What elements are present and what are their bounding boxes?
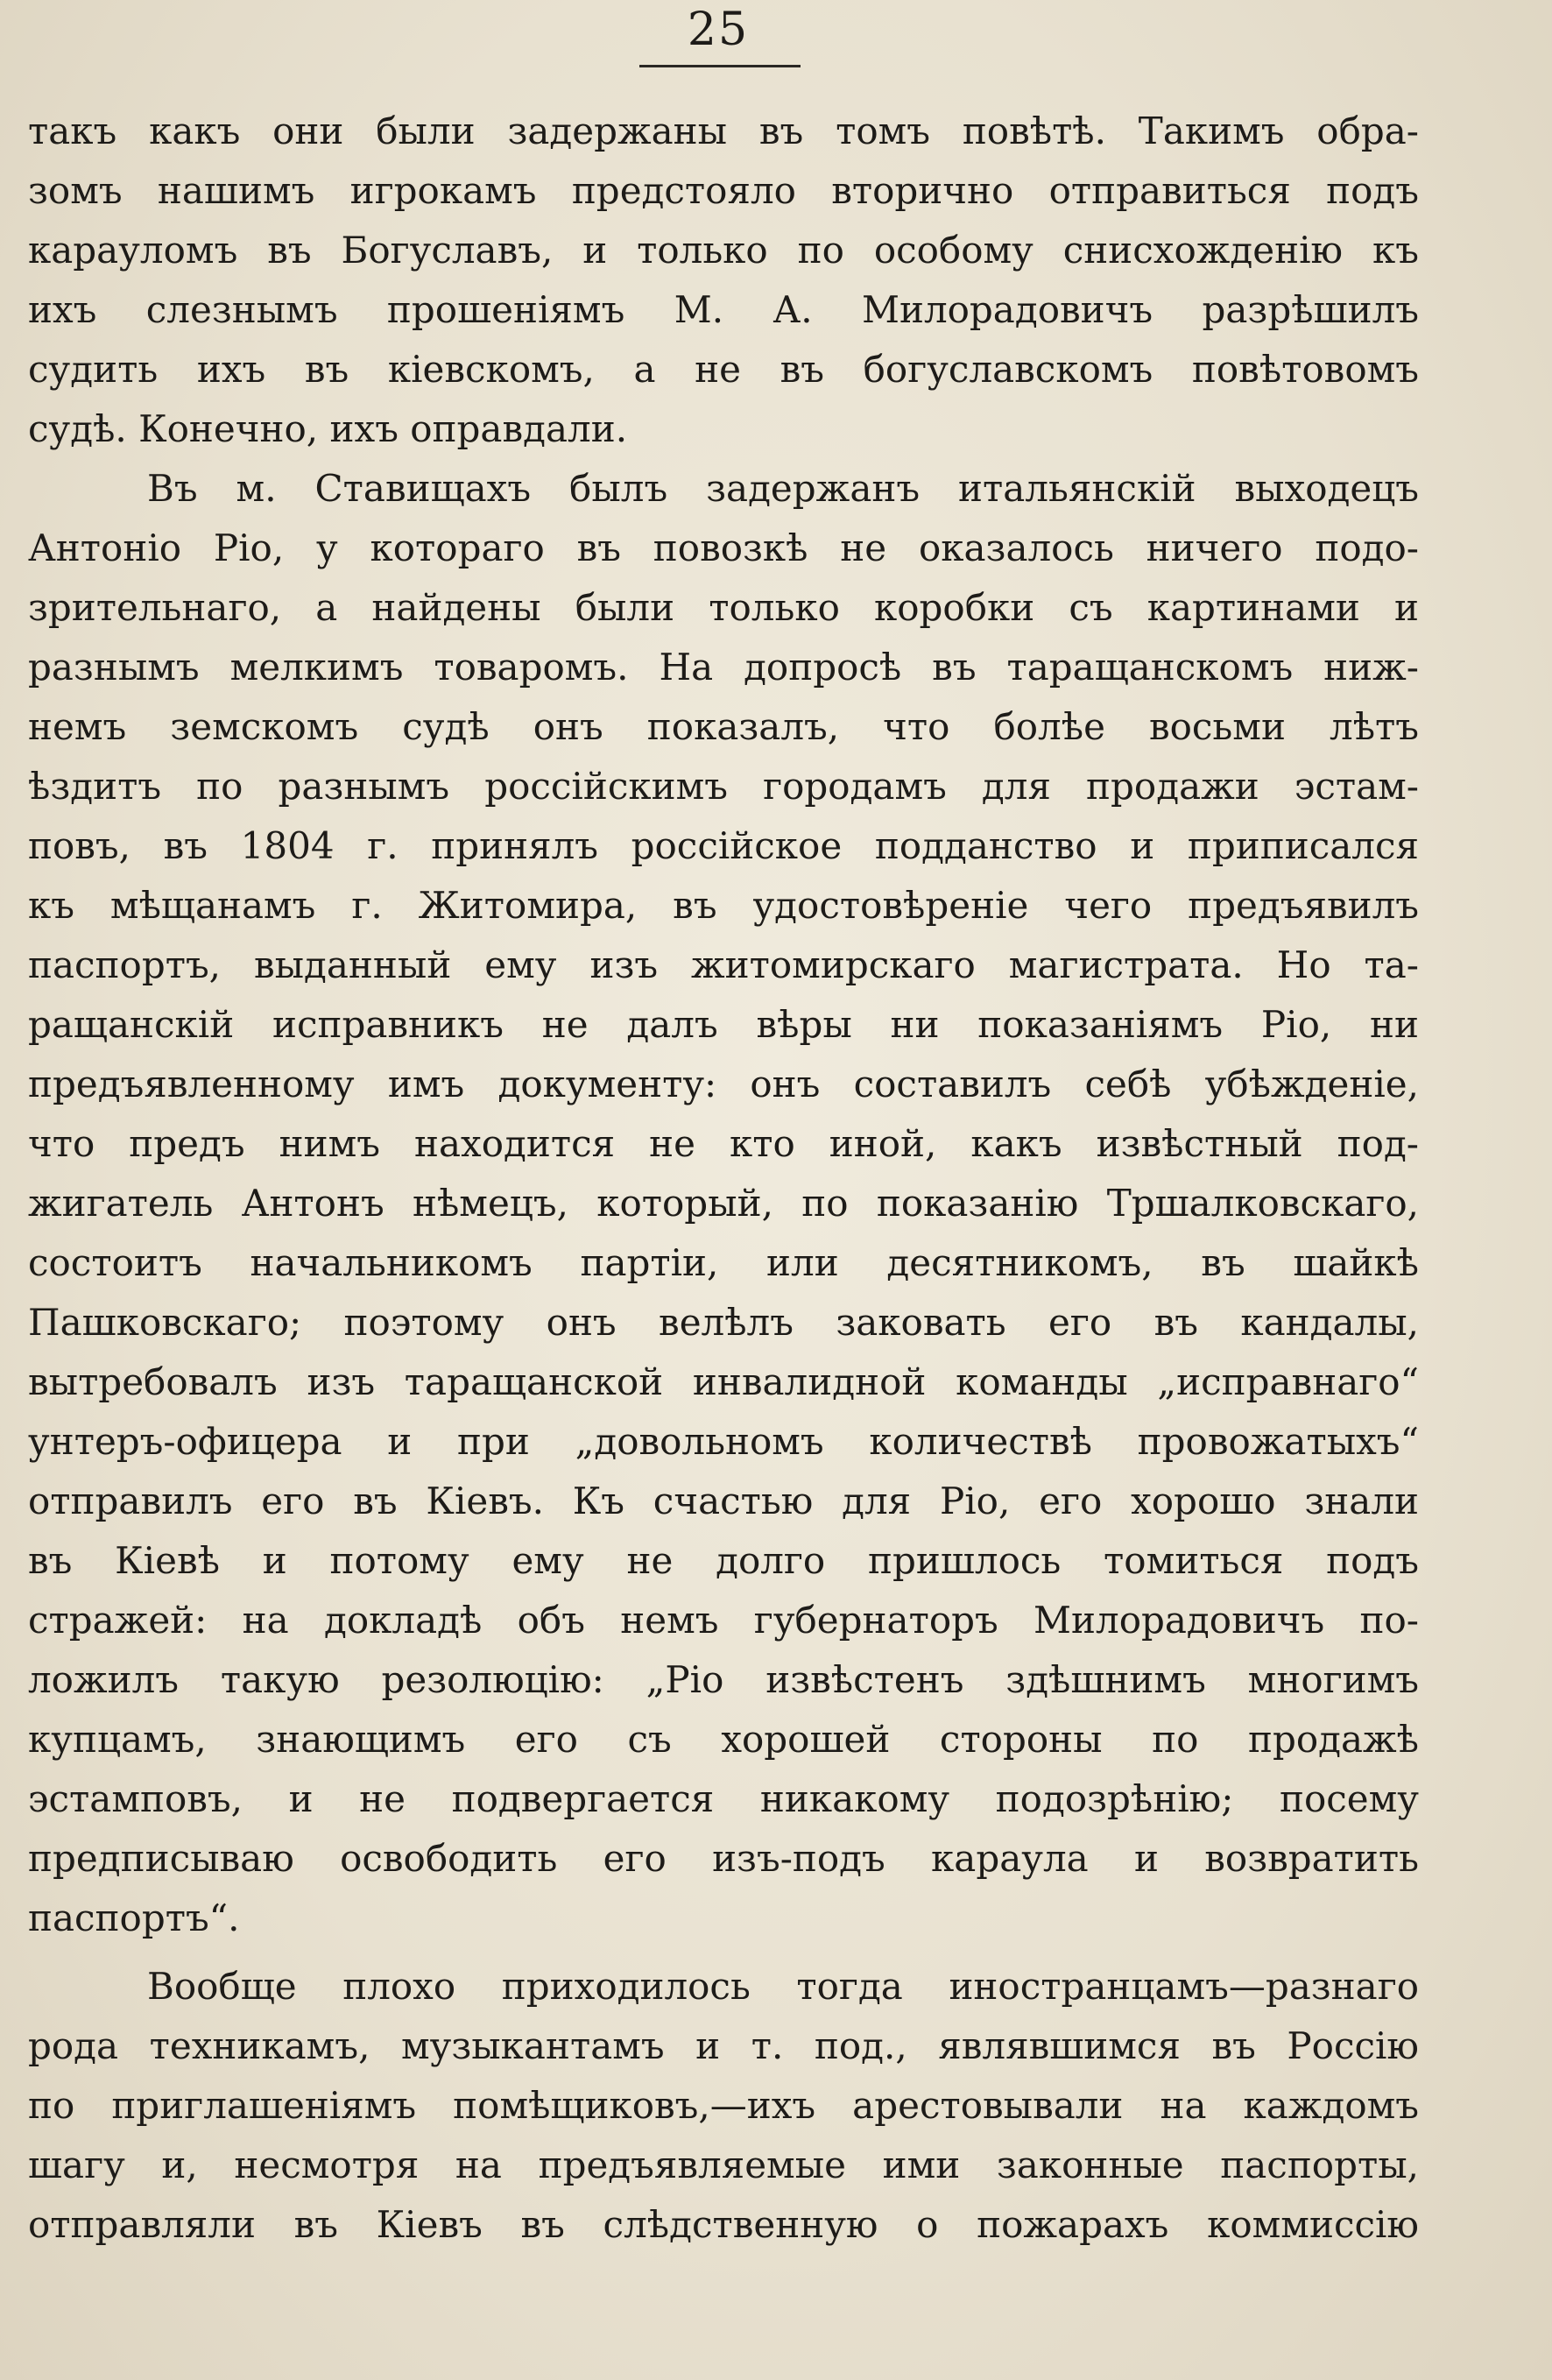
text-line: унтеръ-офицера и при „довольномъ количествѣ провожатыхъ“: [28, 1420, 1419, 1463]
text-line: ложилъ такую резолюцію: „Ріо извѣстенъ здѣшнимъ многимъ: [28, 1658, 1419, 1701]
text-line: разнымъ мелкимъ товаромъ. На допросѣ въ таращанскомъ ниж-: [28, 646, 1419, 689]
text-line: судѣ. Конечно, ихъ оправдали.: [28, 407, 628, 450]
text-line: вытребовалъ изъ таращанской инвалидной команды „исправнаго“: [28, 1360, 1419, 1403]
text-line: зомъ нашимъ игрокамъ предстояло вторично отправиться подъ: [28, 169, 1419, 212]
text-line: предъявленному имъ документу: онъ составилъ себѣ убѣжденіе,: [28, 1063, 1419, 1105]
text-line: ращанскій исправникъ не далъ вѣры ни показаніямъ Ріо, ни: [28, 1003, 1419, 1046]
paragraph-3: [28, 1957, 1419, 2255]
text-line: въ Кіевѣ и потому ему не долго пришлось томиться подъ: [28, 1539, 1419, 1582]
header-rule: [639, 65, 801, 67]
text-line: карауломъ въ Богуславъ, и только по особому снисхожденію къ: [28, 229, 1419, 272]
text-line: паспортъ, выданный ему изъ житомирскаго магистрата. Но та-: [28, 943, 1419, 986]
text-line: отправилъ его въ Кіевъ. Къ счастью для Ріо, его хорошо знали: [28, 1480, 1419, 1522]
text-line: состоитъ начальникомъ партіи, или десятникомъ, въ шайкѣ: [28, 1241, 1419, 1284]
text-line: судить ихъ въ кіевскомъ, а не въ богуславскомъ повѣтовомъ: [28, 348, 1419, 391]
text-line: паспортъ“.: [28, 1896, 240, 1939]
text-line: эстамповъ, и не подвергается никакому подозрѣнію; посему: [28, 1777, 1419, 1820]
text-line: повъ, въ 1804 г. принялъ россійское подданство и приписался: [28, 824, 1419, 867]
text-line: купцамъ, знающимъ его съ хорошей стороны по продажѣ: [28, 1718, 1419, 1761]
paragraph-2: [28, 459, 1419, 1948]
paragraph-1: [28, 102, 1419, 459]
text-line: предписываю освободить его изъ-подъ караула и возвратить: [28, 1837, 1419, 1880]
text-line: немъ земскомъ судѣ онъ показалъ, что болѣе восьми лѣтъ: [28, 705, 1419, 748]
text-line: ихъ слезнымъ прошеніямъ М. А. Милорадовичъ разрѣшилъ: [28, 288, 1419, 331]
text-line: что предъ нимъ находится не кто иной, какъ извѣстный под-: [28, 1122, 1419, 1165]
text-line: по приглашеніямъ помѣщиковъ,—ихъ арестовывали на каждомъ: [28, 2084, 1419, 2127]
text-line: отправляли въ Кіевъ въ слѣдственную о пожарахъ коммиссію: [28, 2203, 1419, 2246]
text-line: къ мѣщанамъ г. Житомира, въ удостовѣреніе чего предъявилъ: [28, 884, 1419, 927]
text-line: Въ м. Ставищахъ былъ задержанъ итальянскій выходецъ: [147, 467, 1419, 510]
body-text: [28, 102, 1419, 2255]
text-line: рода техникамъ, музыкантамъ и т. под., являвшимся въ Россію: [28, 2024, 1419, 2067]
text-line: такъ какъ они были задержаны въ томъ повѣтѣ. Такимъ обра-: [28, 109, 1419, 152]
text-line: Антоніо Ріо, у котораго въ повозкѣ не оказалось ничего подо-: [28, 526, 1419, 569]
text-line: жигатель Антонъ нѣмецъ, который, по показанію Тршалковскаго,: [28, 1182, 1419, 1225]
text-line: стражей: на докладѣ объ немъ губернаторъ Милорадовичъ по-: [28, 1599, 1419, 1642]
text-line: шагу и, несмотря на предъявляемые ими законные паспорты,: [28, 2143, 1419, 2186]
text-line: Пашковскаго; поэтому онъ велѣлъ заковать его въ кандалы,: [28, 1301, 1419, 1344]
text-line: зрительнаго, а найдены были только коробки съ картинами и: [28, 586, 1419, 629]
text-line: Вообще плохо приходилось тогда иностранцамъ—разнаго: [147, 1965, 1419, 2008]
page-number: 25: [687, 4, 750, 56]
text-line: ѣздитъ по разнымъ россійскимъ городамъ для продажи эстам-: [28, 765, 1419, 808]
paragraph-gap: [28, 1948, 1419, 1957]
